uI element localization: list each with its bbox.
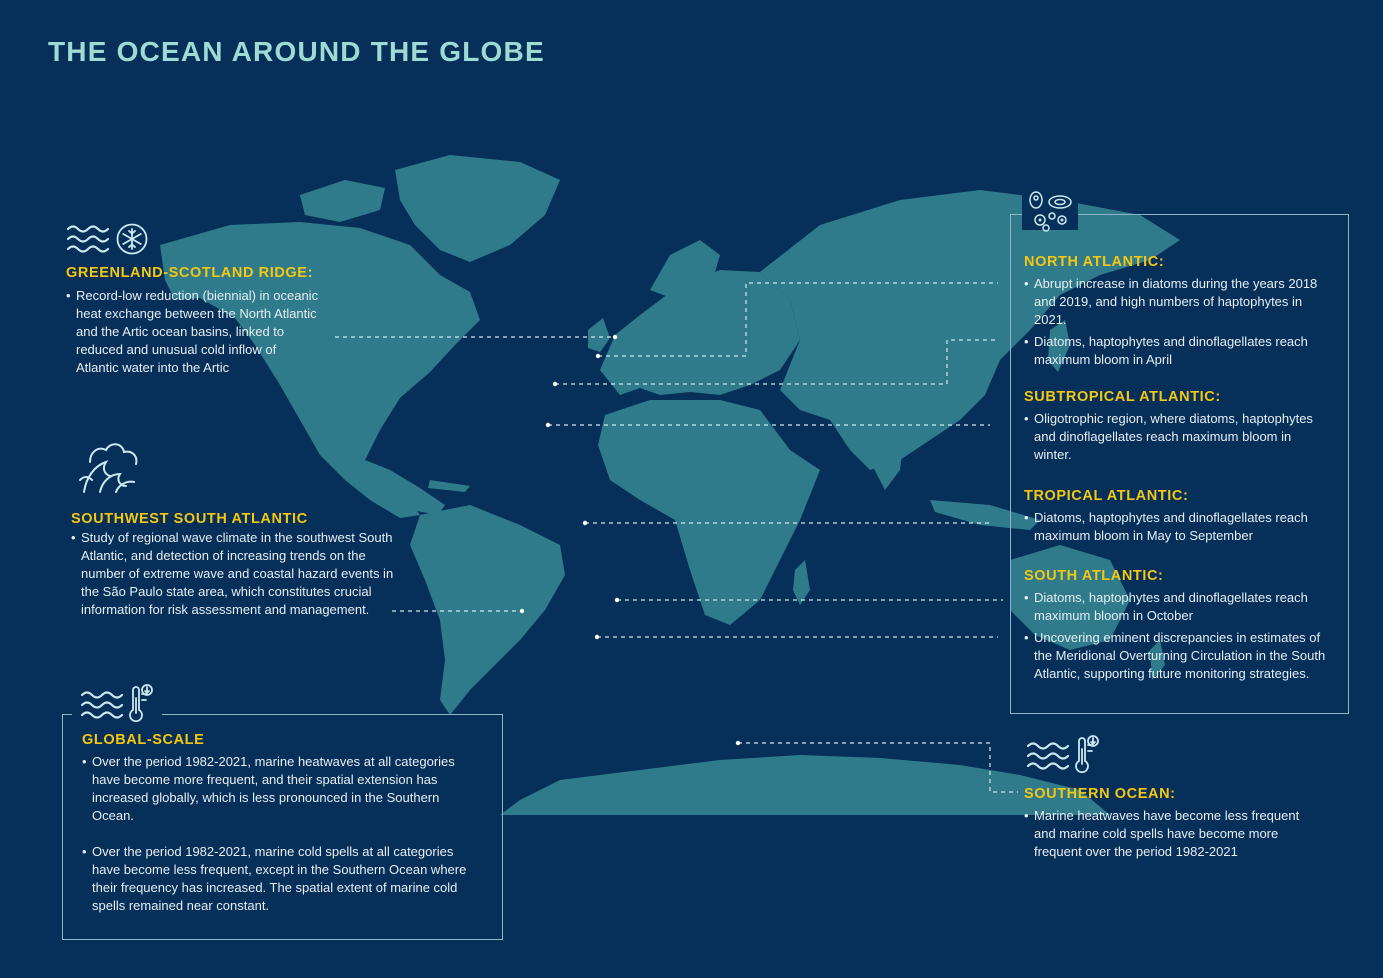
india bbox=[870, 430, 905, 490]
tropical-heading: TROPICAL ATLANTIC: bbox=[1024, 488, 1189, 504]
thermometer-icon bbox=[1074, 735, 1100, 775]
snowflake-icon bbox=[116, 223, 148, 255]
global-list bbox=[82, 753, 482, 915]
southern-ocean-list bbox=[1024, 807, 1324, 861]
south-america-landmass bbox=[410, 505, 565, 715]
subtropical-list bbox=[1024, 410, 1314, 464]
list-item: • Record-low reduction (biennial) in oceanic heat exchange between the North Atlantic and the Artic ocean basins, linked to reduced and unusual cold inflow of Atlantic water into the Artic bbox=[66, 287, 321, 377]
global-heading: GLOBAL-SCALE bbox=[82, 732, 205, 748]
south-atlantic-heading: SOUTH ATLANTIC: bbox=[1024, 568, 1164, 584]
subtropical-heading: SUBTROPICAL ATLANTIC: bbox=[1024, 389, 1221, 405]
list-item: • Diatoms, haptophytes and dinoflagellates reach maximum bloom in May to September bbox=[1024, 509, 1336, 545]
list-item: • Oligotrophic region, where diatoms, haptophytes and dinoflagellates reach maximum bloom in winter. bbox=[1024, 410, 1314, 464]
caribbean-islands bbox=[428, 480, 470, 492]
breaking-wave-icon bbox=[76, 440, 142, 496]
page-title: THE OCEAN AROUND THE GLOBE bbox=[48, 36, 545, 67]
tropical-list bbox=[1024, 509, 1336, 545]
greenland-landmass bbox=[395, 155, 560, 262]
madagascar bbox=[793, 560, 810, 605]
list-item: • Over the period 1982-2021, marine heatwaves at all categories have become more frequent, and their spatial extension has increased globally, which is less pronounced in the Southern Ocean. bbox=[82, 753, 482, 825]
list-item: • Diatoms, haptophytes and dinoflagellates reach maximum bloom in April bbox=[1024, 333, 1334, 369]
list-item: • Over the period 1982-2021, marine cold spells at all categories have become less frequent, except in the Southern Ocean where their frequency has increased. The spatial extent of marine cold spells remained near constant. bbox=[82, 843, 482, 915]
south-atlantic-list bbox=[1024, 589, 1336, 683]
southern-ocean-heading: SOUTHERN OCEAN: bbox=[1024, 786, 1176, 802]
africa-landmass bbox=[598, 400, 820, 625]
greenland-heading: GREENLAND-SCOTLAND RIDGE: bbox=[66, 265, 313, 281]
antarctica-landmass bbox=[500, 755, 1110, 815]
north-atlantic-heading: NORTH ATLANTIC: bbox=[1024, 254, 1165, 270]
thermometer-icon bbox=[128, 684, 154, 724]
list-item: • Diatoms, haptophytes and dinoflagellates reach maximum bloom in October bbox=[1024, 589, 1336, 625]
greenland-list bbox=[66, 287, 321, 377]
plankton-icon bbox=[1026, 190, 1074, 232]
north-atlantic-list bbox=[1024, 275, 1334, 369]
list-item: • Uncovering eminent discrepancies in estimates of the Meridional Overturning Circulation in the South Atlantic, supporting future monitoring strategies. bbox=[1024, 629, 1336, 683]
list-item: • Study of regional wave climate in the southwest South Atlantic, and detection of increasing trends on the number of extreme wave and coastal hazard events in the São Paulo state area, which constitutes crucial information for risk assessment and management. bbox=[71, 529, 401, 619]
waves-icon bbox=[80, 690, 126, 720]
southwest-heading: SOUTHWEST SOUTH ATLANTIC bbox=[71, 511, 308, 527]
list-item: • Abrupt increase in diatoms during the years 2018 and 2019, and high numbers of haptophytes in 2021. bbox=[1024, 275, 1334, 329]
waves-icon bbox=[1026, 741, 1072, 771]
arctic-islands bbox=[300, 180, 385, 222]
southwest-list bbox=[71, 529, 401, 619]
list-item: • Marine heatwaves have become less frequent and marine cold spells have become more frequent over the period 1982-2021 bbox=[1024, 807, 1324, 861]
uk-ireland bbox=[588, 318, 610, 352]
waves-icon bbox=[66, 224, 112, 254]
